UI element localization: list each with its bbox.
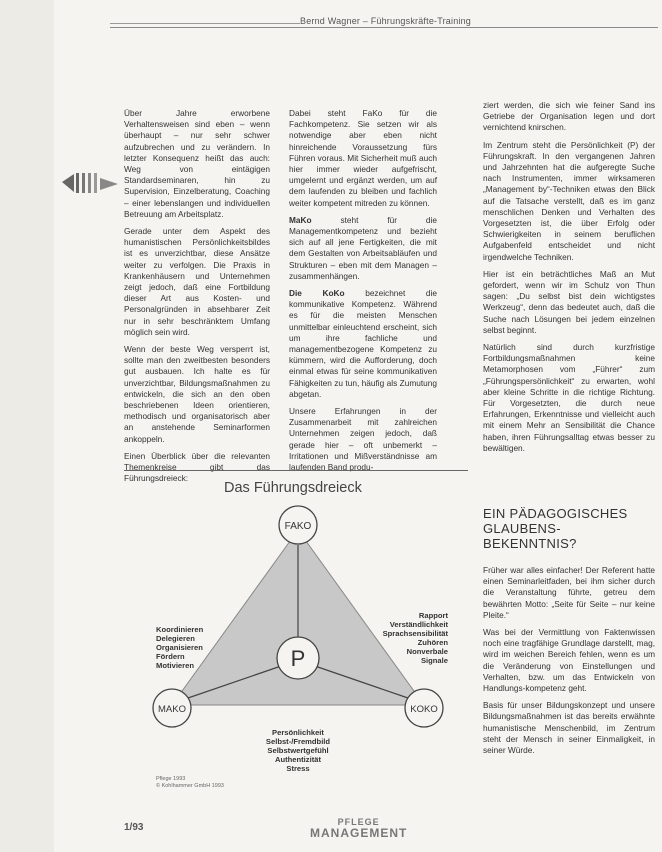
column-a: [124, 108, 270, 491]
scan-left-margin: [0, 0, 54, 852]
section-heading: [483, 506, 655, 551]
column-b-paragraph: Unsere Erfahrungen in der Zusammenarbeit mit zahlreichen Unternehmen zeigen jedoch, daß gerade hier – oft unbemerkt – Irritationen und Mißverständnisse am laufenden Band produ-: [289, 406, 437, 473]
section-heading-line: EIN PÄDAGOGISCHES: [483, 506, 628, 521]
persoenlichkeit-node-label: P: [290, 646, 306, 671]
section-heading-line: GLAUBENS-: [483, 521, 561, 536]
brand-top: PFLEGE: [337, 817, 380, 827]
mako-skill-label: Fördern: [156, 652, 185, 661]
column-b-paragraph: Dabei steht FaKo für die Fachkompetenz. Sie setzen wir als notwendige aber eben nicht hinreichende Voraussetzung fürs Führen voraus. Mit Sicherheit muß auch hier immer wieder aufgefrischt, umgelernt und ergänzt werden, um auf dem laufenden zu bleiben und fachlich weiter kompetent mitreden zu können.: [289, 108, 437, 208]
koko-skill-label: Verständlichkeit: [389, 620, 448, 629]
leadership-triangle-diagram: [124, 500, 468, 800]
column-c-paragraph: Hier ist ein beträchtliches Maß an Mut gefordert, wenn wir im Schulz von Thun sagen: „Du selbst bist dein wichtigstes Werkzeug“, denn das bedeutet auch, daß die Suche nach Lösungen bei jedem einzelnen selbst beginnt.: [483, 268, 655, 335]
column-a-paragraph: Gerade unter dem Aspekt des humanistischen Persönlichkeitsbildes ist es unverzichtbar, diese Ansätze weiter zu verfolgen. Die Praxis in Krankenhäusern und Unternehmen zeigt jedoch, daß eine Fortbildung dieser Art aus Kosten- und Personalgründen in absehbarer Zeit nur in sehr beschränktem Umfang möglich sein wird.: [124, 226, 270, 337]
column-c: [483, 100, 655, 460]
magazine-brand: [310, 818, 407, 839]
column-d-paragraph: Basis für unser Bildungskonzept und unsere Bildungsmaßnahmen ist das bereits erwähnte humanistische Menschenbild, im Zentrum steht der Mensch in seiner Einmaligkeit, in seiner Würde.: [483, 700, 655, 756]
column-d: [483, 565, 655, 762]
column-d-paragraph: Früher war alles einfacher! Der Referent hatte einen Seminarleitfaden, bei ihm sicher durch die Veranstaltung führte, getreu dem bewährten Motto: „Seite für Seite – nur keine Pleite.“: [483, 565, 655, 620]
mako-node-label: MAKO: [158, 704, 186, 715]
page-number: 1/93: [124, 822, 144, 833]
figure-credit: Pflege 1993: [156, 776, 186, 782]
mako-skill-label: Koordinieren: [156, 625, 204, 634]
column-c-paragraph: Natürlich sind durch kurzfristige Fortbildungsmaßnahmen keine Metamorphosen vom „Führer“ zum „Führungspersönlichkeit“ zu erwarten, wohl aber kleine Schritte in die richtige Richtung. Für Vorgesetzten, die durch neue Erfahrungen, Erkenntnisse und vielleicht auch mit einem Mehr an Sensibilität die Chance haben, ihren Führungsalltag etwas besser zu bewältigen.: [483, 342, 655, 453]
koko-skill-label: Nonverbale: [406, 647, 448, 656]
column-b-paragraph: Die KoKo bezeichnet die kommunikative Kompetenz. Während es für die meisten Menschen unmittelbar einleuchtend erscheint, sich um ihre fachliche und managementbezogene Kompetenz zu kümmern, wird die Aufforderung, doch einmal etwas für seine kommunikativen Fähigkeiten zu tun, häufig als Zumutung abgetan.: [289, 288, 437, 399]
koko-skill-label: Sprachsensibilität: [382, 629, 448, 638]
column-b: [289, 108, 437, 479]
header-rule: [110, 27, 658, 28]
koko-skill-label: Signale: [420, 656, 448, 665]
header-rule-left: [110, 23, 300, 24]
logo-mark-icon: [62, 168, 120, 198]
column-b-paragraph: MaKo steht für die Managementkompetenz und bezieht sich auf all jene Fertigkeiten, die mit dem Gestalten von Arbeitsabläufen und Strukturen – eben mit dem Managen – zusammenhängen.: [289, 214, 437, 281]
persoenlichkeit-trait-label: Stress: [286, 764, 310, 773]
mako-skill-label: Delegieren: [156, 634, 195, 643]
column-a-paragraph: Über Jahre erworbene Verhaltensweisen sind eben – wenn überhaupt – nur sehr schwer aufzubrechen und zu verändern. In letzter Konsequenz heißt das auch: Weg von eintägigen Standardseminaren, hin zu Supervision, Einzelberatung, Coaching – einer lebenslangen und individuellen Betreuung am Arbeitsplatz.: [124, 108, 270, 219]
column-a-paragraph: Wenn der beste Weg versperrt ist, sollte man den zweitbesten besonders gut ausbauen. Ich halte es für unverzichtbar, Bildungsmaßnahmen zu entwickeln, die sich an den oben beschriebenen Ideen orientieren, methodisch und organisatorisch aber an anstehende Seminarformen ankoppeln.: [124, 344, 270, 444]
mako-skill-label: Organisieren: [156, 643, 203, 652]
brand-bottom: MANAGEMENT: [310, 826, 408, 840]
figure-title: Das Führungsdreieck: [224, 480, 362, 496]
mako-skill-label: Motivieren: [156, 661, 194, 670]
persoenlichkeit-trait-label: Selbstwertgefühl: [267, 746, 329, 755]
persoenlichkeit-trait-label: Selbst-/Fremdbild: [265, 737, 331, 746]
column-a-paragraph: Einen Überblick über die relevanten Themenkreise gibt das Führungsdreieck:: [124, 450, 270, 484]
persoenlichkeit-trait-label: Authentizität: [275, 755, 321, 764]
section-heading-line: BEKENNTNIS?: [483, 536, 577, 551]
koko-skill-label: Zuhören: [417, 638, 448, 647]
running-head: Bernd Wagner – Führungskräfte-Training: [300, 16, 472, 26]
persoenlichkeit-trait-label: Persönlichkeit: [272, 728, 324, 737]
koko-node-label: KOKO: [410, 704, 438, 715]
figure-credit: © Kohlhammer GmbH 1993: [156, 783, 224, 789]
koko-skill-label: Rapport: [418, 611, 448, 620]
column-c-paragraph: Im Zentrum steht die Persönlichkeit (P) der Führungskraft. In den vergangenen Jahren und Jahrzehnten hat die aufgeregte Suche nach Instrumenten, immer wirksameren „Management by“-Techniken etwas den Blick auf die Tatsache verstellt, daß es im ganz menschlichen Denken und Verhalten des Vorgesetzten ist, die über Erfolg oder Schwierigkeiten in seinem beruflichen Aufgabenfeld entscheidet und nicht irgendwelche Techniken.: [483, 139, 655, 262]
column-c-paragraph: ziert werden, die sich wie feiner Sand ins Getriebe der Organisation legen und dort vernichtend knirschen.: [483, 100, 655, 133]
fako-node-label: FAKO: [284, 521, 312, 532]
column-d-paragraph: Was bei der Vermittlung von Faktenwissen noch eine tragfähige Grundlage darstellt, mag, wird im weichen Bereich fehlen, wenn es um die Veränderung von Einstellungen und Verhalten, bzw. um das Entwickeln von Handlungs-kompetenz geht.: [483, 627, 655, 694]
